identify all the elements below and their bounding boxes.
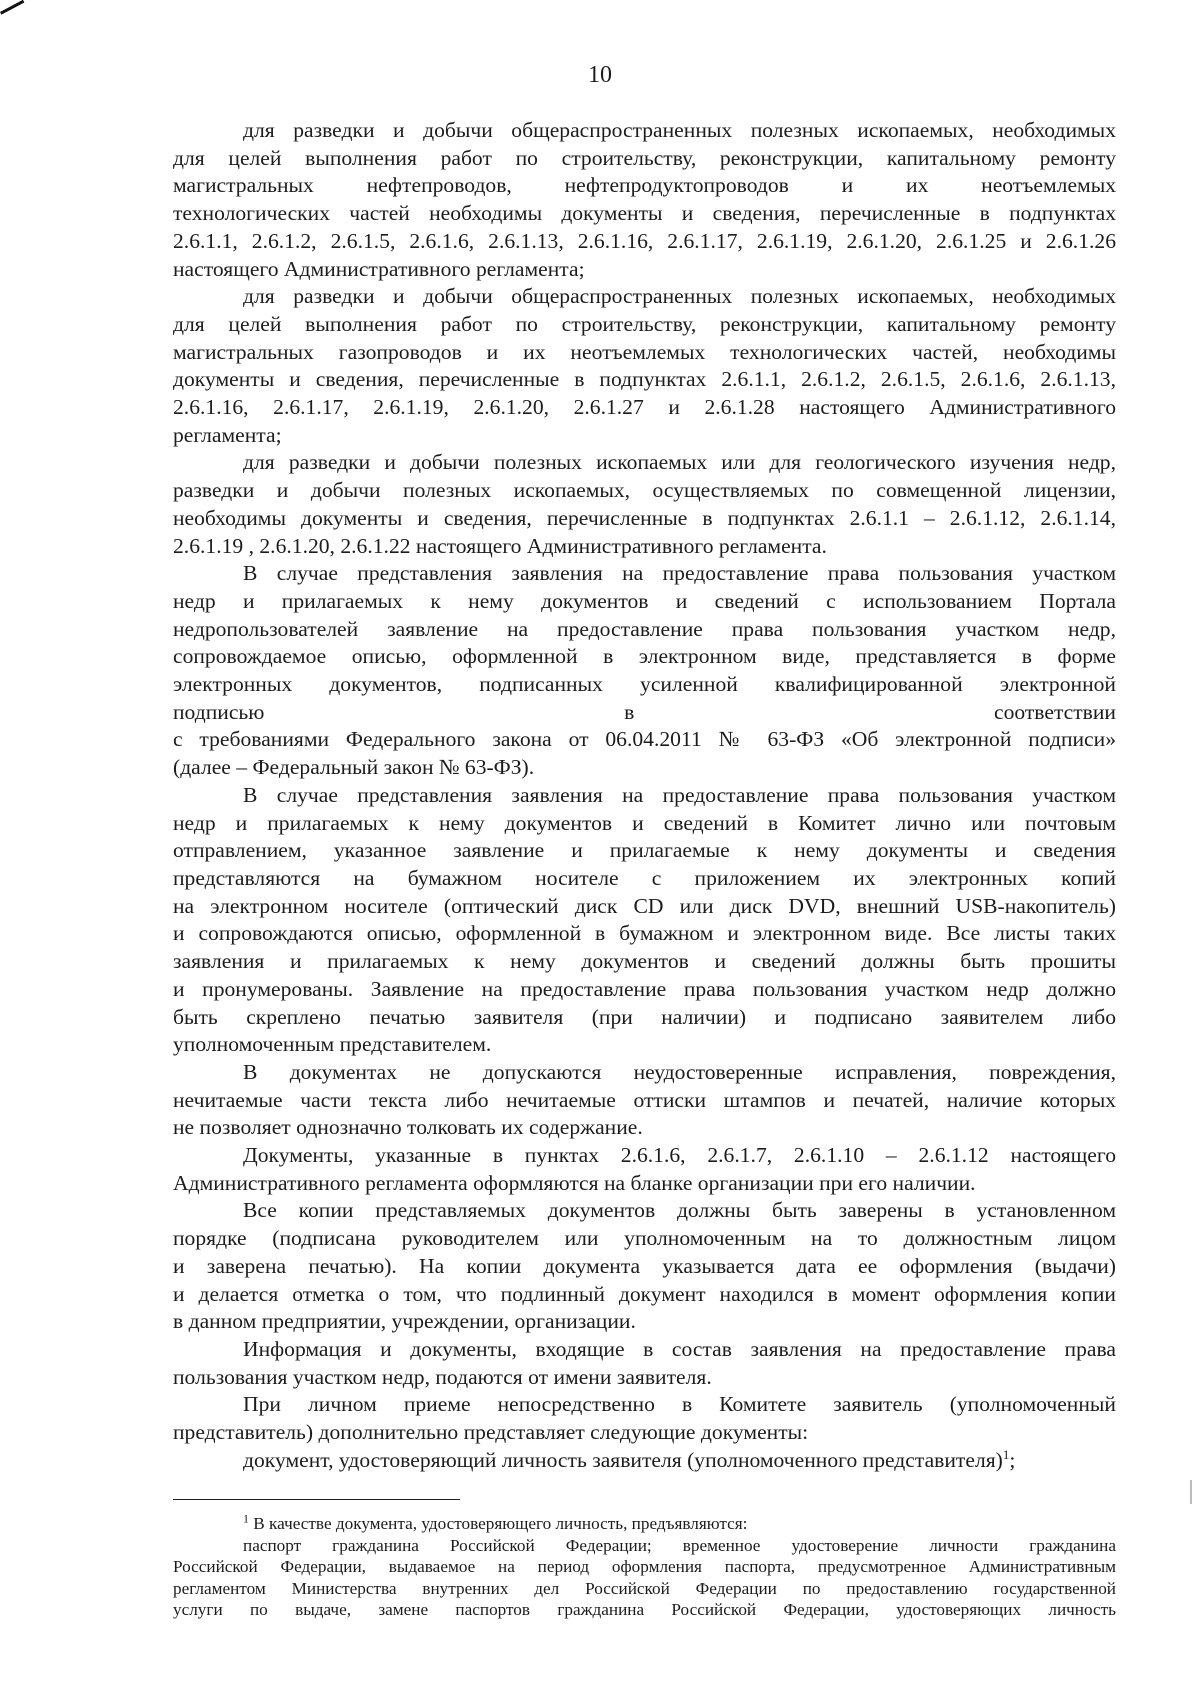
paragraph [173,283,1116,449]
text-line: В случае представления заявления на предоставление права пользования участком [243,561,1116,586]
footnote-line: паспорт гражданина Российской Федерации; временное удостоверение личности гражданина [243,1535,1116,1555]
text-line: разведки и добычи полезных ископаемых, осуществляемых по совмещенной лицензии, [173,478,1116,503]
footnote-line: Российской Федерации, выдаваемое на период оформления паспорта, предусмотренное Административным [173,1557,1116,1577]
text-line: заявления и прилагаемых к нему документов и сведений должны быть прошиты [173,949,1116,974]
text-line: и заверена печатью). На копии документа указывается дата ее оформления (выдачи) [173,1253,1116,1278]
page-number: 10 [588,62,612,88]
text-line: представитель) дополнительно представляет следующие документы: [173,1420,809,1445]
text-line: для разведки и добычи общераспространенных полезных ископаемых, необходимых [243,284,1116,309]
text-line: и делается отметка о том, что подлинный документ находился в момент оформления копии [173,1281,1116,1306]
text-line: 2.6.1.1, 2.6.1.2, 2.6.1.5, 2.6.1.6, 2.6.1.13, 2.6.1.16, 2.6.1.17, 2.6.1.19, 2.6.1.20, 2.6.1.25 и 2.6.1.26 [173,228,1116,253]
text-line: технологических частей необходимы документы и сведения, перечисленные в подпунктах [173,201,1116,226]
text-line: не позволяет однозначно толковать их содержание. [173,1115,643,1140]
text-line: уполномоченным представителем. [173,1032,492,1057]
footnote-reference: 1 [1002,1446,1010,1462]
text-line: быть скреплено печатью заявителя (при наличии) и подписано заявителем либо [173,1004,1116,1029]
text-line: представляются на бумажном носителе с приложением их электронных копий [173,865,1116,890]
footnote-text [173,1535,1116,1621]
text-line: В документах не допускаются неудостоверенные исправления, повреждения, [243,1059,1116,1084]
text-line: для целей выполнения работ по строительству, реконструкции, капитальному ремонту [173,311,1116,336]
text-line: недропользователей заявление на предоставление права пользования участком недр, [173,616,1116,641]
paragraph [173,449,1116,560]
text-line: При личном приеме непосредственно в Комитете заявитель (уполномоченный [243,1392,1116,1417]
text-line: (далее – Федеральный закон № 63-ФЗ). [173,755,535,780]
text-line: отправлением, указанное заявление и прилагаемые к нему документы и сведения [173,838,1116,863]
text-line: для целей выполнения работ по строительству, реконструкции, капитальному ремонту [173,145,1116,170]
text-line: магистральных нефтепроводов, нефтепродуктопроводов и их неотъемлемых [173,173,1116,198]
text-line: сопровождаемое описью, оформленной в электронном виде, представляется в форме [173,644,1116,669]
footnote-intro [173,1513,1116,1535]
footnote-line: услуги по выдаче, замене паспортов гражданина Российской Федерации, удостоверяющих личность [173,1600,1116,1620]
text-line: в данном предприятии, учреждении, организации. [173,1309,636,1334]
text-line: Информация и документы, входящие в состав заявления на предоставление права [243,1336,1116,1361]
footnote-number: 1 [243,1511,249,1526]
last-line-suffix: ; [1009,1447,1016,1472]
paragraph [173,1197,1116,1336]
text-line: Документы, указанные в пунктах 2.6.1.6, 2.6.1.7, 2.6.1.10 – 2.6.1.12 настоящего [243,1143,1116,1168]
paragraph [173,1142,1116,1197]
paragraph [173,1391,1116,1446]
text-line: подписью в соответствии [173,699,1116,724]
text-line: 2.6.1.16, 2.6.1.17, 2.6.1.19, 2.6.1.20, 2.6.1.27 и 2.6.1.28 настоящего Административного [173,395,1116,420]
text-line: электронных документов, подписанных усиленной квалифицированной электронной [173,672,1116,697]
paragraph [173,1447,1116,1475]
paragraph [173,1059,1116,1142]
text-line: пользования участком недр, подаются от имени заявителя. [173,1364,712,1389]
scan-corner-mark [0,0,24,15]
text-line: Административного регламента оформляются на бланке организации при его наличии. [173,1170,976,1195]
text-line: Все копии представляемых документов должны быть заверены в установленном [243,1198,1116,1223]
text-line: и пронумерованы. Заявление на предоставление права пользования участком недр должно [173,976,1116,1001]
text-line: с требованиями Федерального закона от 06.04.2011 № 63-ФЗ «Об электронной подписи» [173,727,1116,752]
paragraph [173,782,1116,1059]
paragraph [173,560,1116,782]
footnote-line: регламентом Министерства внутренних дел Российской Федерации по предоставлению государственной [173,1578,1116,1598]
text-line: 2.6.1.19 , 2.6.1.20, 2.6.1.22 настоящего Административного регламента. [173,533,827,558]
text-line: для разведки и добычи полезных ископаемых или для геологического изучения недр, [243,450,1116,475]
footnote-separator [173,1499,460,1500]
paragraph [173,117,1116,283]
paragraph [173,1336,1116,1391]
text-line: нечитаемые части текста либо нечитаемые оттиски штампов и печатей, наличие которых [173,1087,1116,1112]
text-line: порядке (подписана руководителем или уполномоченным на то должностным лицом [173,1226,1116,1251]
text-line [173,1447,1116,1475]
text-line: настоящего Административного регламента; [173,256,585,281]
text-line: и сопровождаются описью, оформленной в бумажном и электронном виде. Все листы таких [173,921,1116,946]
text-line: недр и прилагаемых к нему документов и сведений в Комитет лично или почтовым [173,810,1116,835]
footnotes [173,1513,1116,1621]
last-line-text: документ, удостоверяющий личность заявителя (уполномоченного представителя) [243,1447,1003,1472]
text-line: необходимы документы и сведения, перечисленные в подпунктах 2.6.1.1 – 2.6.1.12, 2.6.1.14, [173,505,1116,530]
document-body [173,117,1116,1474]
text-line: магистральных газопроводов и их неотъемлемых технологических частей, необходимы [173,339,1116,364]
text-line: для разведки и добычи общераспространенных полезных ископаемых, необходимых [243,118,1116,142]
text-line: недр и прилагаемых к нему документов и сведений с использованием Портала [173,588,1116,613]
text-line: на электронном носителе (оптический диск CD или диск DVD, внешний USB-накопитель) [173,893,1116,918]
text-line: регламента; [173,422,282,447]
text-line: документы и сведения, перечисленные в подпунктах 2.6.1.1, 2.6.1.2, 2.6.1.5, 2.6.1.6, 2.6.1.13, [173,367,1116,392]
footnote-intro-text: В качестве документа, удостоверяющего личность, предъявляются: [249,1514,748,1533]
scan-edge-speck [1190,1480,1192,1504]
text-line: В случае представления заявления на предоставление права пользования участком [243,782,1116,807]
